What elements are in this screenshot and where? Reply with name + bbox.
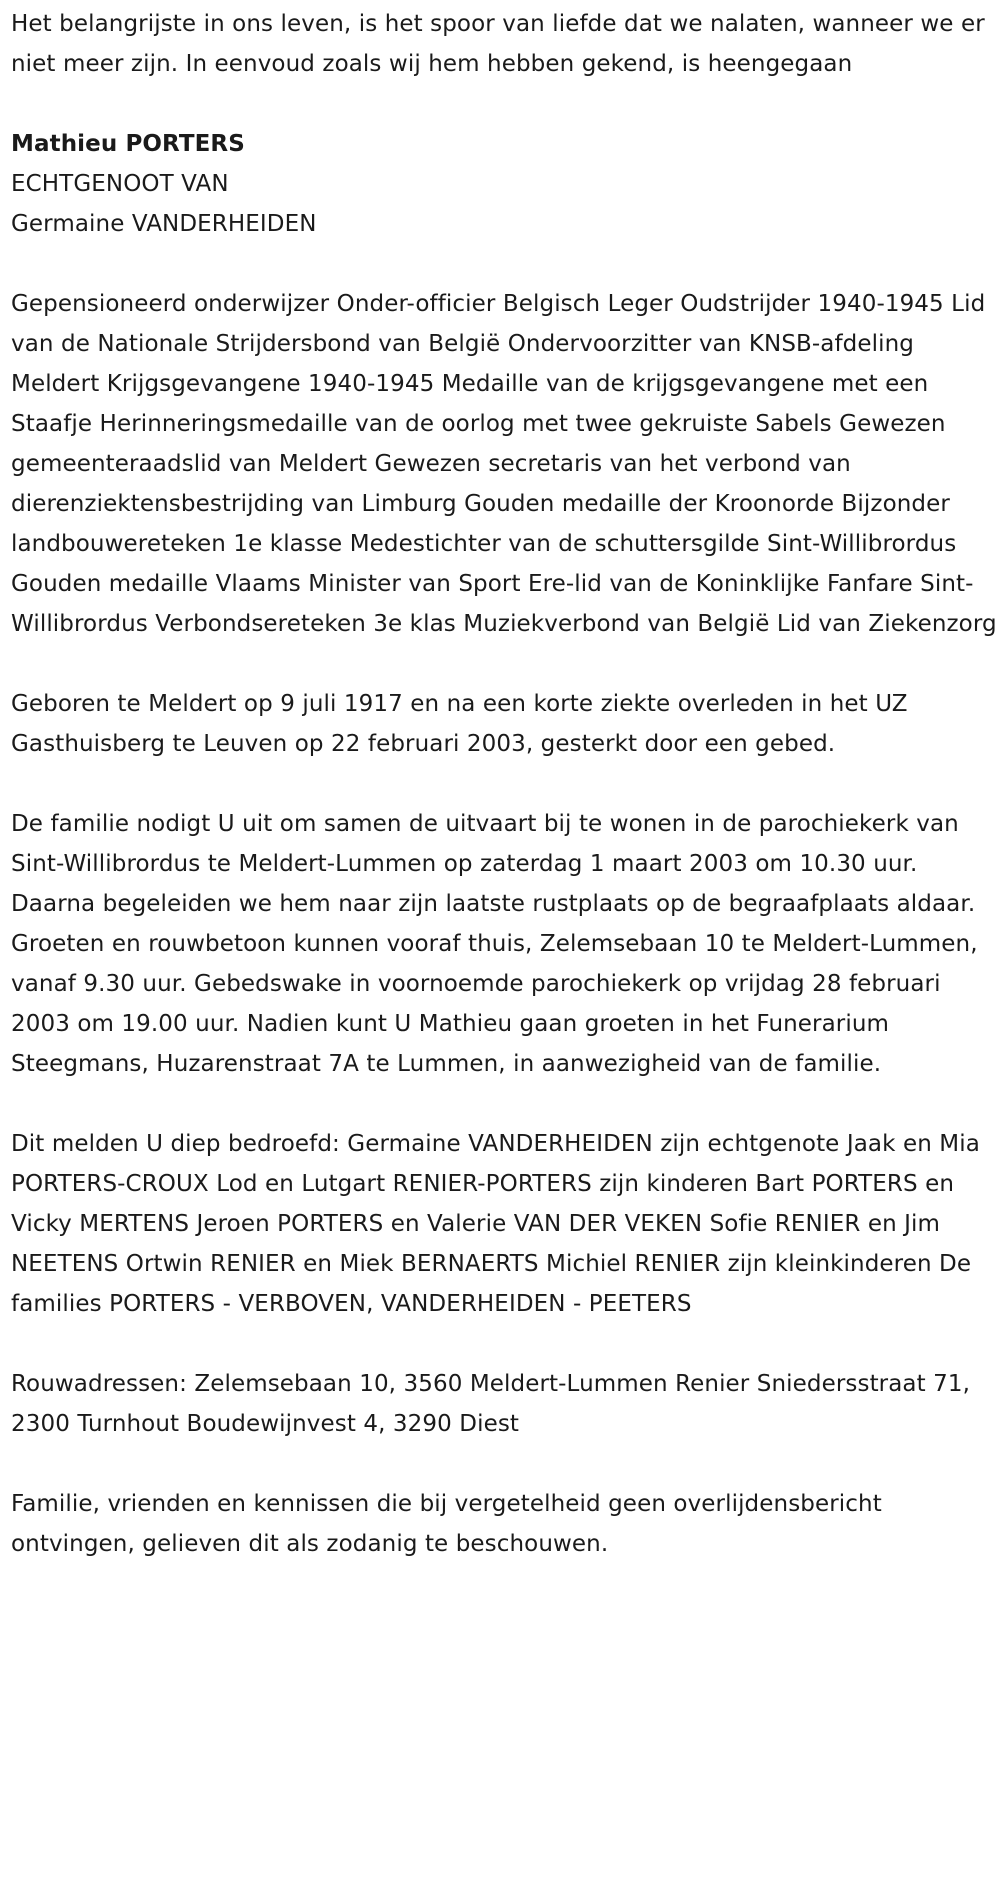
relation-text: ECHTGENOOT VAN <box>11 171 229 197</box>
birth-death-text: Geboren te Meldert op 9 juli 1917 en na een korte ziekte overleden in het UZ Gasthuisberg te Leuven op 22 februari 2003, gesterkt door een gebed. <box>11 691 908 757</box>
addresses-text: Rouwadressen: Zelemsebaan 10, 3560 Meldert-Lummen Renier Sniedersstraat 71, 2300 Turnhout Boudewijnvest 4, 3290 Diest <box>11 1371 971 1437</box>
intro-text: Het belangrijste in ons leven, is het spoor van liefde dat we nalaten, wanneer we er niet meer zijn. In eenvoud zoals wij hem hebben gekend, is heengegaan <box>11 11 985 77</box>
funeral-text: De familie nodigt U uit om samen de uitvaart bij te wonen in de parochiekerk van Sint-Willibrordus te Meldert-Lummen op zaterdag 1 maart 2003 om 10.30 uur. Daarna begeleiden we hem naar zijn laatste rustplaats op de begraafplaats aldaar. Groeten en rouwbetoon kunnen vooraf thuis, Zelemsebaan 10 te Meldert-Lummen, vanaf 9.30 uur. Gebedswake in voornoemde parochiekerk op vrijdag 28 februari 2003 om 19.00 uur. Nadien kunt U Mathieu gaan groeten in het Funerarium Steegmans, Huzarenstraat 7A te Lummen, in aanwezigheid van de familie. <box>11 811 978 1077</box>
deceased-name: Mathieu PORTERS <box>11 131 245 157</box>
biography-text: Gepensioneerd onderwijzer Onder-officier Belgisch Leger Oudstrijder 1940-1945 Lid van de Nationale Strijdersbond van België Ondervoorzitter van KNSB-afdeling Meldert Krijgsgevangene 1940-1945 Medaille van de krijgsgevangene met een Staafje Herinneringsmedaille van de oorlog met twee gekruiste Sabels Gewezen gemeenteraadslid van Meldert Gewezen secretaris van het verbond van dierenziektensbestrijding van Limburg Gouden medaille der Kroonorde Bijzonder landbouwereteken 1e klasse Medestichter van de schuttersgilde Sint-Willibrordus Gouden medaille Vlaams Minister van Sport Ere-lid van de Koninklijke Fanfare Sint-Willibrordus Verbondsereteken 3e klas Muziekverbond van België Lid van Ziekenzorg <box>11 291 997 637</box>
spouse-name: Germaine VANDERHEIDEN <box>11 211 317 237</box>
closing-text: Familie, vrienden en kennissen die bij vergetelheid geen overlijdensbericht ontvingen, gelieven dit als zodanig te beschouwen. <box>11 1491 882 1557</box>
family-text: Dit melden U diep bedroefd: Germaine VANDERHEIDEN zijn echtgenote Jaak en Mia PORTERS-CROUX Lod en Lutgart RENIER-PORTERS zijn kinderen Bart PORTERS en Vicky MERTENS Jeroen PORTERS en Valerie VAN DER VEKEN Sofie RENIER en Jim NEETENS Ortwin RENIER en Miek BERNAERTS Michiel RENIER zijn kleinkinderen De families PORTERS - VERBOVEN, VANDERHEIDEN - PEETERS <box>11 1131 980 1317</box>
